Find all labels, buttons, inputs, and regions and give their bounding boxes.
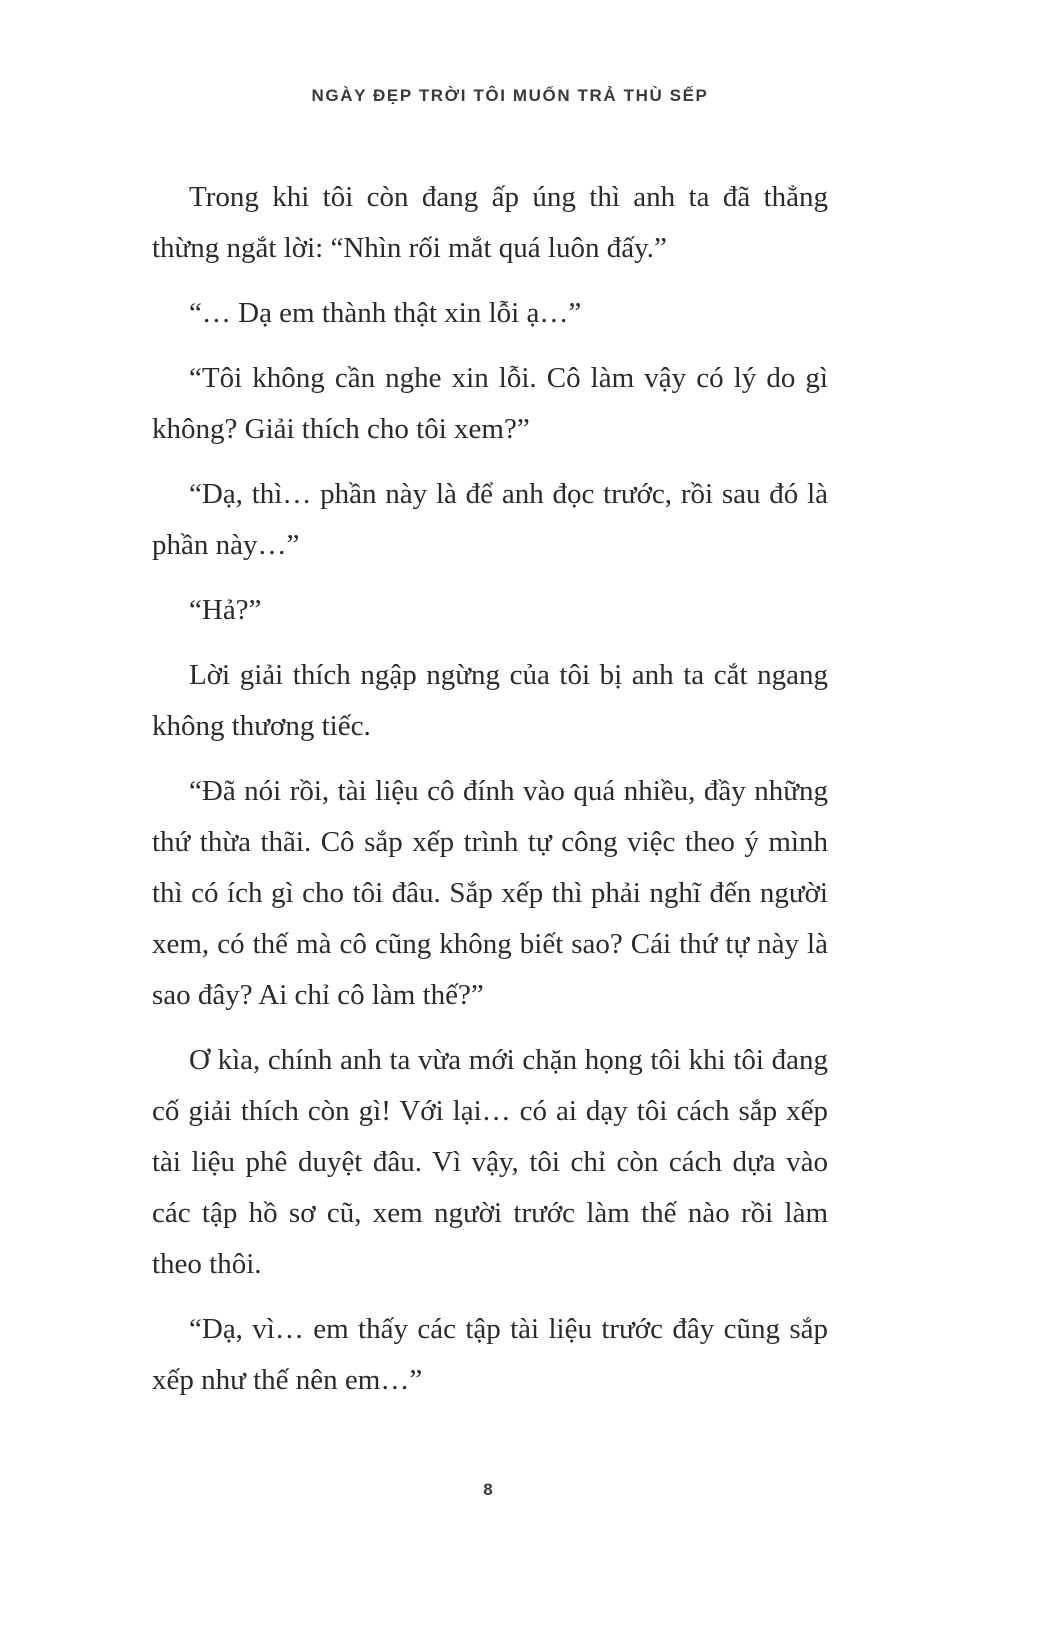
paragraph: “… Dạ em thành thật xin lỗi ạ…” [189,297,582,329]
paragraph: Ơ kìa, chính anh ta vừa mới chặn họng tôi khi tôi đang cố giải thích còn gì! Với lại… có ai dạy tôi cách sắp xếp tài liệu phê duyệt đâu. Vì vậy, tôi chỉ còn cách dựa vào các tập hồ sơ cũ, xem người trước làm thế nào rồi làm theo thôi. [152,1044,828,1280]
paragraph: “Hả?” [189,594,262,626]
paragraph: “Tôi không cần nghe xin lỗi. Cô làm vậy có lý do gì không? Giải thích cho tôi xem?” [152,362,828,445]
paragraph: “Dạ, vì… em thấy các tập tài liệu trước đây cũng sắp xếp như thế nên em…” [152,1313,828,1396]
body-text [152,172,828,1420]
running-header: NGÀY ĐẸP TRỜI TÔI MUỐN TRẢ THÙ SẾP [311,86,709,105]
page-number: 8 [483,1480,493,1499]
paragraph: “Đã nói rồi, tài liệu cô đính vào quá nhiều, đầy những thứ thừa thãi. Cô sắp xếp trình tự công việc theo ý mình thì có ích gì cho tôi đâu. Sắp xếp thì phải nghĩ đến người xem, có thế mà cô cũng không biết sao? Cái thứ tự này là sao đây? Ai chỉ cô làm thế?” [152,775,828,1011]
paragraph: Trong khi tôi còn đang ấp úng thì anh ta đã thẳng thừng ngắt lời: “Nhìn rối mắt quá luôn đấy.” [152,181,828,264]
paragraph: “Dạ, thì… phần này là để anh đọc trước, rồi sau đó là phần này…” [152,478,828,561]
paragraph: Lời giải thích ngập ngừng của tôi bị anh ta cắt ngang không thương tiếc. [152,659,828,742]
